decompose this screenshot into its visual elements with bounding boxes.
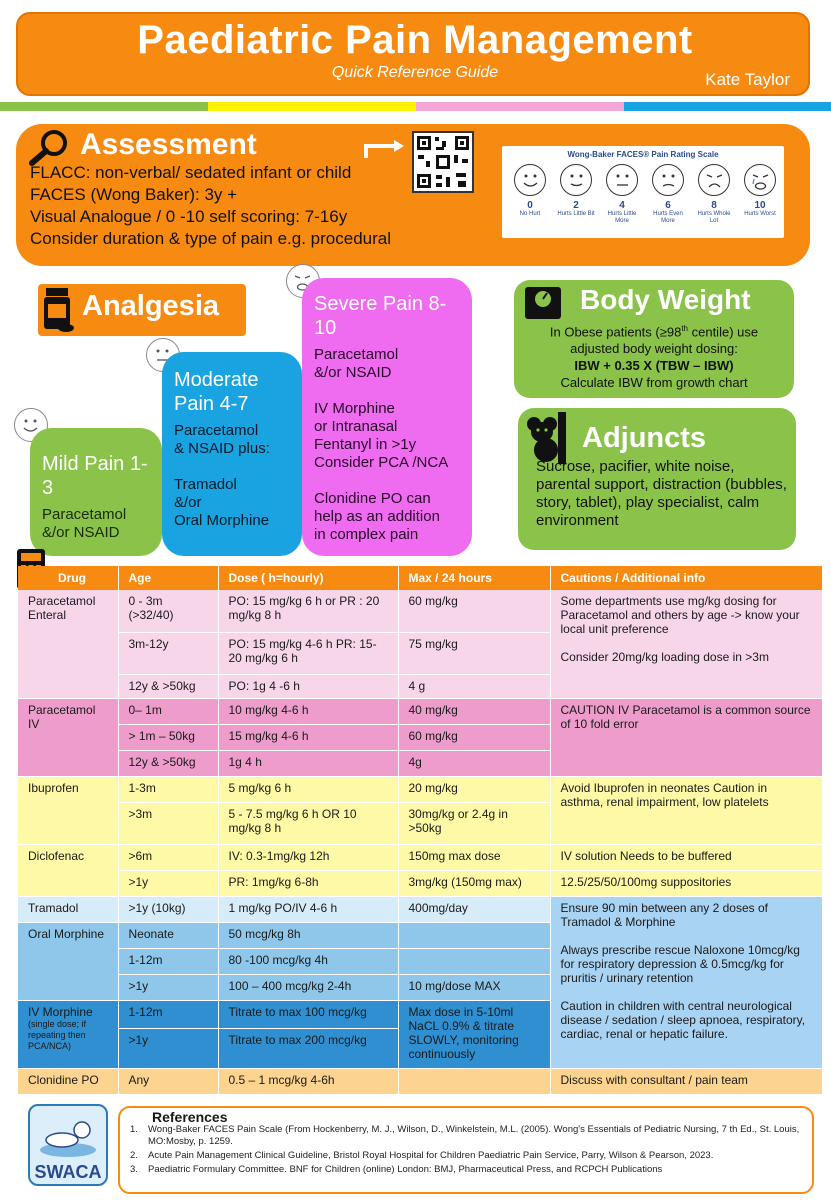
caution-text: Consider 20mg/kg loading dose in >3m bbox=[560, 650, 769, 664]
qr-code-icon bbox=[414, 133, 472, 191]
max-cell bbox=[398, 948, 550, 974]
severe-pain-line: in complex pain bbox=[314, 526, 419, 543]
face-label: No Hurt bbox=[519, 211, 541, 217]
drug-note: (single dose; if repeating then PCA/NCA) bbox=[28, 1018, 87, 1051]
face-number: 8 bbox=[711, 200, 717, 211]
spacer bbox=[314, 472, 460, 490]
severe-pain-line: help as an addition bbox=[314, 508, 440, 525]
assessment-text bbox=[30, 162, 391, 250]
face-6-icon bbox=[652, 164, 684, 196]
adjuncts-text: Sucrose, pacifier, white noise, parental support, distraction (bubbles, story, tablet), play specialist, calm environment bbox=[536, 458, 787, 529]
severe-pain-line: Consider PCA /NCA bbox=[314, 454, 449, 471]
dose-cell: Titrate to max 200 mcg/kg bbox=[218, 1028, 398, 1068]
spacer bbox=[314, 382, 460, 400]
age-cell: 1-3m bbox=[118, 776, 218, 802]
references-list bbox=[130, 1124, 810, 1178]
drug-cell: Diclofenac bbox=[18, 844, 118, 896]
mild-pain-line: Paracetamol bbox=[42, 506, 127, 523]
drug-cell: Paracetamol IV bbox=[18, 698, 118, 776]
severe-pain-line: IV Morphine bbox=[314, 400, 395, 417]
dose-cell: 50 mcg/kg 8h bbox=[218, 922, 398, 948]
dose-cell: 5 mg/kg 6 h bbox=[218, 776, 398, 802]
reference-item: 1. Wong-Baker FACES Pain Scale (From Hockenberry, M. J., Wilson, D., Winkelstein, M.L. (2005). Wong's Essentials of Pediatric Nursing, 7 th Ed., St. Louis, MO:Mosby, p. 1259. bbox=[130, 1124, 800, 1147]
analgesia-title: Analgesia bbox=[82, 290, 219, 322]
age-cell: Any bbox=[118, 1068, 218, 1094]
page-title: Paediatric Pain Management bbox=[137, 18, 693, 62]
age-cell: 1-12m bbox=[118, 1000, 218, 1028]
adjuncts-panel bbox=[518, 408, 796, 550]
ibw-formula: IBW + 0.35 X (TBW – IBW) bbox=[574, 358, 734, 374]
body-weight-text bbox=[514, 320, 794, 391]
dose-cell: 0.5 – 1 mcg/kg 4-6h bbox=[218, 1068, 398, 1094]
age-cell: >1y (10kg) bbox=[118, 896, 218, 922]
drug-name: IV Morphine bbox=[28, 1004, 93, 1019]
title-banner bbox=[16, 12, 810, 96]
max-cell: 150mg max dose bbox=[398, 844, 550, 870]
face-item bbox=[740, 164, 780, 218]
moderate-pain-line: Paracetamol bbox=[174, 422, 259, 439]
dose-cell: PO: 15 mg/kg 4-6 h PR: 15-20 mg/kg 6 h bbox=[218, 632, 398, 674]
header-age: Age bbox=[118, 566, 218, 590]
body-weight-line: adjusted body weight dosing: bbox=[570, 341, 738, 357]
dose-cell: PR: 1mg/kg 6-8h bbox=[218, 870, 398, 896]
age-cell: > 1m – 50kg bbox=[118, 724, 218, 750]
age-cell: 0 - 3m (>32/40) bbox=[118, 590, 218, 632]
age-cell: >1y bbox=[118, 1028, 218, 1068]
table-row bbox=[18, 776, 822, 802]
caution-text: Ensure 90 min between any 2 doses of Tramadol & Morphine bbox=[560, 900, 768, 929]
assessment-line: FACES (Wong Baker): 3y + bbox=[30, 185, 238, 204]
drug-dosing-table bbox=[18, 566, 823, 1095]
max-cell: 60 mg/kg bbox=[398, 590, 550, 632]
severe-pain-line: Paracetamol bbox=[314, 346, 399, 363]
dose-cell: 5 - 7.5 mg/kg 6 h OR 10 mg/kg 8 h bbox=[218, 802, 398, 844]
stripe-green bbox=[0, 102, 208, 111]
age-cell: Neonate bbox=[118, 922, 218, 948]
dose-cell: PO: 15 mg/kg 6 h or PR : 20 mg/kg 8 h bbox=[218, 590, 398, 632]
table-row bbox=[18, 896, 822, 922]
table-row bbox=[18, 698, 822, 724]
dose-cell: PO: 1g 4 -6 h bbox=[218, 674, 398, 698]
swaca-logo-text: SWACA bbox=[34, 1162, 102, 1182]
face-item bbox=[648, 164, 688, 225]
caution-text: Caution in children with central neurological disease / sedation / sleep apnoea, respiratory, cardiac, renal or hepatic failure. bbox=[560, 998, 806, 1041]
swaca-logo bbox=[28, 1104, 108, 1186]
table-header-row bbox=[18, 566, 822, 590]
max-cell: 4 g bbox=[398, 674, 550, 698]
face-label: Hurts Little More bbox=[607, 211, 637, 224]
drug-cell: Clonidine PO bbox=[18, 1068, 118, 1094]
face-label: Hurts Even More bbox=[653, 211, 683, 224]
mild-pain-line: &/or NSAID bbox=[42, 524, 120, 541]
caution-cell: Avoid Ibuprofen in neonates Caution in asthma, renal impairment, low platelets bbox=[550, 776, 822, 844]
dose-cell: 1g 4 h bbox=[218, 750, 398, 776]
dose-cell: 15 mg/kg 4-6 h bbox=[218, 724, 398, 750]
drug-cell: Oral Morphine bbox=[18, 922, 118, 1000]
face-4-icon bbox=[606, 164, 638, 196]
moderate-pain-box bbox=[162, 352, 302, 556]
age-cell: >1y bbox=[118, 870, 218, 896]
reference-item: 2. Acute Pain Management Clinical Guideline, Bristol Royal Hospital for Children Paediatric Pain Service, Parry, Wilson & Pearson, 2023. bbox=[130, 1150, 714, 1161]
weighing-scale-icon bbox=[524, 286, 562, 320]
body-weight-panel bbox=[514, 280, 794, 398]
face-number: 6 bbox=[665, 200, 671, 211]
severe-pain-line: or Intranasal bbox=[314, 418, 398, 435]
header-cautions: Cautions / Additional info bbox=[550, 566, 822, 590]
body-weight-line: In Obese patients (≥98th centile) use bbox=[549, 324, 759, 340]
references-title: References bbox=[152, 1109, 228, 1125]
age-cell: 12y & >50kg bbox=[118, 750, 218, 776]
max-cell: 3mg/kg (150mg max) bbox=[398, 870, 550, 896]
age-cell: >3m bbox=[118, 802, 218, 844]
assessment-title: Assessment bbox=[80, 128, 257, 161]
moderate-pain-line: & NSAID plus: bbox=[174, 440, 270, 457]
drug-cell: Paracetamol Enteral bbox=[18, 590, 118, 698]
dose-cell: 100 – 400 mcg/kg 2-4h bbox=[218, 974, 398, 1000]
wong-baker-faces-scale bbox=[502, 146, 784, 238]
caution-cell: Discuss with consultant / pain team bbox=[550, 1068, 822, 1094]
severe-pain-line: Fentanyl in >1y bbox=[314, 436, 417, 453]
max-cell: 10 mg/dose MAX bbox=[398, 974, 550, 1000]
caution-text: Always prescribe rescue Naloxone 10mcg/kg for respiratory depression & 0.5mcg/kg for pruritis / urinary retention bbox=[560, 942, 800, 985]
face-label: Hurts Whole Lot bbox=[697, 211, 731, 224]
face-item bbox=[694, 164, 734, 225]
baby-icon bbox=[36, 1112, 100, 1160]
face-label: Hurts Worst bbox=[744, 211, 776, 217]
assessment-panel bbox=[16, 124, 810, 266]
mild-pain-heading: Mild Pain 1-3 bbox=[42, 453, 148, 499]
caution-cell: IV solution Needs to be buffered bbox=[550, 844, 822, 870]
table-row bbox=[18, 590, 822, 632]
drug-cell bbox=[18, 1000, 118, 1068]
severe-pain-box bbox=[302, 278, 472, 556]
max-cell: 400mg/day bbox=[398, 896, 550, 922]
severe-pain-line: Clonidine PO can bbox=[314, 490, 431, 507]
face-number: 10 bbox=[754, 200, 766, 211]
qr-code[interactable] bbox=[412, 131, 474, 193]
header-dose: Dose ( h=hourly) bbox=[218, 566, 398, 590]
age-cell: >1y bbox=[118, 974, 218, 1000]
max-cell: 30mg/kg or 2.4g in >50kg bbox=[398, 802, 550, 844]
medicine-bottle-icon bbox=[42, 288, 74, 332]
assessment-line: Visual Analogue / 0 -10 self scoring: 7-16y bbox=[30, 207, 348, 226]
moderate-pain-heading: Moderate Pain 4-7 bbox=[174, 369, 259, 415]
face-item bbox=[556, 164, 596, 218]
page-subtitle: Quick Reference Guide bbox=[331, 64, 499, 81]
moderate-pain-line: Tramadol bbox=[174, 476, 237, 493]
moderate-pain-line: Oral Morphine bbox=[174, 512, 270, 529]
adjuncts-title: Adjuncts bbox=[582, 422, 707, 454]
severe-pain-heading: Severe Pain 8-10 bbox=[314, 293, 447, 339]
max-cell bbox=[398, 922, 550, 948]
face-number: 4 bbox=[619, 200, 625, 211]
stripe-pink bbox=[416, 102, 624, 111]
dose-cell: 80 -100 mcg/kg 4h bbox=[218, 948, 398, 974]
age-cell: 0– 1m bbox=[118, 698, 218, 724]
max-cell: 75 mg/kg bbox=[398, 632, 550, 674]
max-cell: 4g bbox=[398, 750, 550, 776]
age-cell: 3m-12y bbox=[118, 632, 218, 674]
max-cell: Max dose in 5-10ml NaCL 0.9% & titrate SLOWLY, monitoring continuously bbox=[398, 1000, 550, 1068]
face-0-icon bbox=[514, 164, 546, 196]
stripe-blue bbox=[624, 102, 831, 111]
faces-scale-title: Wong-Baker FACES® Pain Rating Scale bbox=[567, 150, 719, 159]
age-cell: 1-12m bbox=[118, 948, 218, 974]
caution-cell: 12.5/25/50/100mg suppositories bbox=[550, 870, 822, 896]
body-weight-title: Body Weight bbox=[580, 284, 751, 315]
age-cell: >6m bbox=[118, 844, 218, 870]
dose-cell: 10 mg/kg 4-6 h bbox=[218, 698, 398, 724]
dose-cell: 1 mg/kg PO/IV 4-6 h bbox=[218, 896, 398, 922]
face-label: Hurts Little Bit bbox=[557, 211, 595, 217]
mild-pain-box bbox=[30, 428, 162, 556]
assessment-line: Consider duration & type of pain e.g. procedural bbox=[30, 229, 392, 248]
table-row bbox=[18, 844, 822, 870]
spacer bbox=[174, 458, 290, 476]
face-10-icon bbox=[744, 164, 776, 196]
max-cell: 40 mg/kg bbox=[398, 698, 550, 724]
caution-cell: CAUTION IV Paracetamol is a common source of 10 fold error bbox=[550, 698, 822, 776]
assessment-line: FLACC: non-verbal/ sedated infant or child bbox=[30, 163, 352, 182]
face-item bbox=[602, 164, 642, 225]
table-row bbox=[18, 1068, 822, 1094]
caution-cell bbox=[550, 896, 822, 1068]
max-cell bbox=[398, 1068, 550, 1094]
arrow-icon bbox=[364, 138, 408, 160]
magnifier-icon bbox=[26, 128, 72, 166]
face-number: 0 bbox=[527, 200, 533, 211]
max-cell: 60 mg/kg bbox=[398, 724, 550, 750]
body-weight-line: Calculate IBW from growth chart bbox=[560, 375, 748, 391]
face-8-icon bbox=[698, 164, 730, 196]
author-name: Kate Taylor bbox=[705, 70, 790, 89]
header-drug: Drug bbox=[18, 566, 118, 590]
face-2-icon bbox=[560, 164, 592, 196]
analgesia-heading bbox=[38, 284, 246, 336]
moderate-pain-line: &/or bbox=[174, 494, 202, 511]
dose-cell: Titrate to max 100 mcg/kg bbox=[218, 1000, 398, 1028]
age-cell: 12y & >50kg bbox=[118, 674, 218, 698]
koala-icon bbox=[522, 412, 570, 464]
reference-item: 3. Paediatric Formulary Committee. BNF for Children (online) London: BMJ, Pharmaceutical Press, and RCPCH Publications bbox=[130, 1164, 663, 1175]
max-cell: 20 mg/kg bbox=[398, 776, 550, 802]
dose-cell: IV: 0.3-1mg/kg 12h bbox=[218, 844, 398, 870]
severe-pain-line: &/or NSAID bbox=[314, 364, 392, 381]
stripe-yellow bbox=[208, 102, 416, 111]
references-box bbox=[118, 1106, 814, 1194]
caution-text: Some departments use mg/kg dosing for Paracetamol and others by age -> know your local unit preference bbox=[560, 594, 800, 636]
drug-cell: Tramadol bbox=[18, 896, 118, 922]
face-item bbox=[510, 164, 550, 218]
face-number: 2 bbox=[573, 200, 579, 211]
header-max: Max / 24 hours bbox=[398, 566, 550, 590]
caution-cell bbox=[550, 590, 822, 698]
drug-cell: Ibuprofen bbox=[18, 776, 118, 844]
table-row bbox=[18, 870, 822, 896]
